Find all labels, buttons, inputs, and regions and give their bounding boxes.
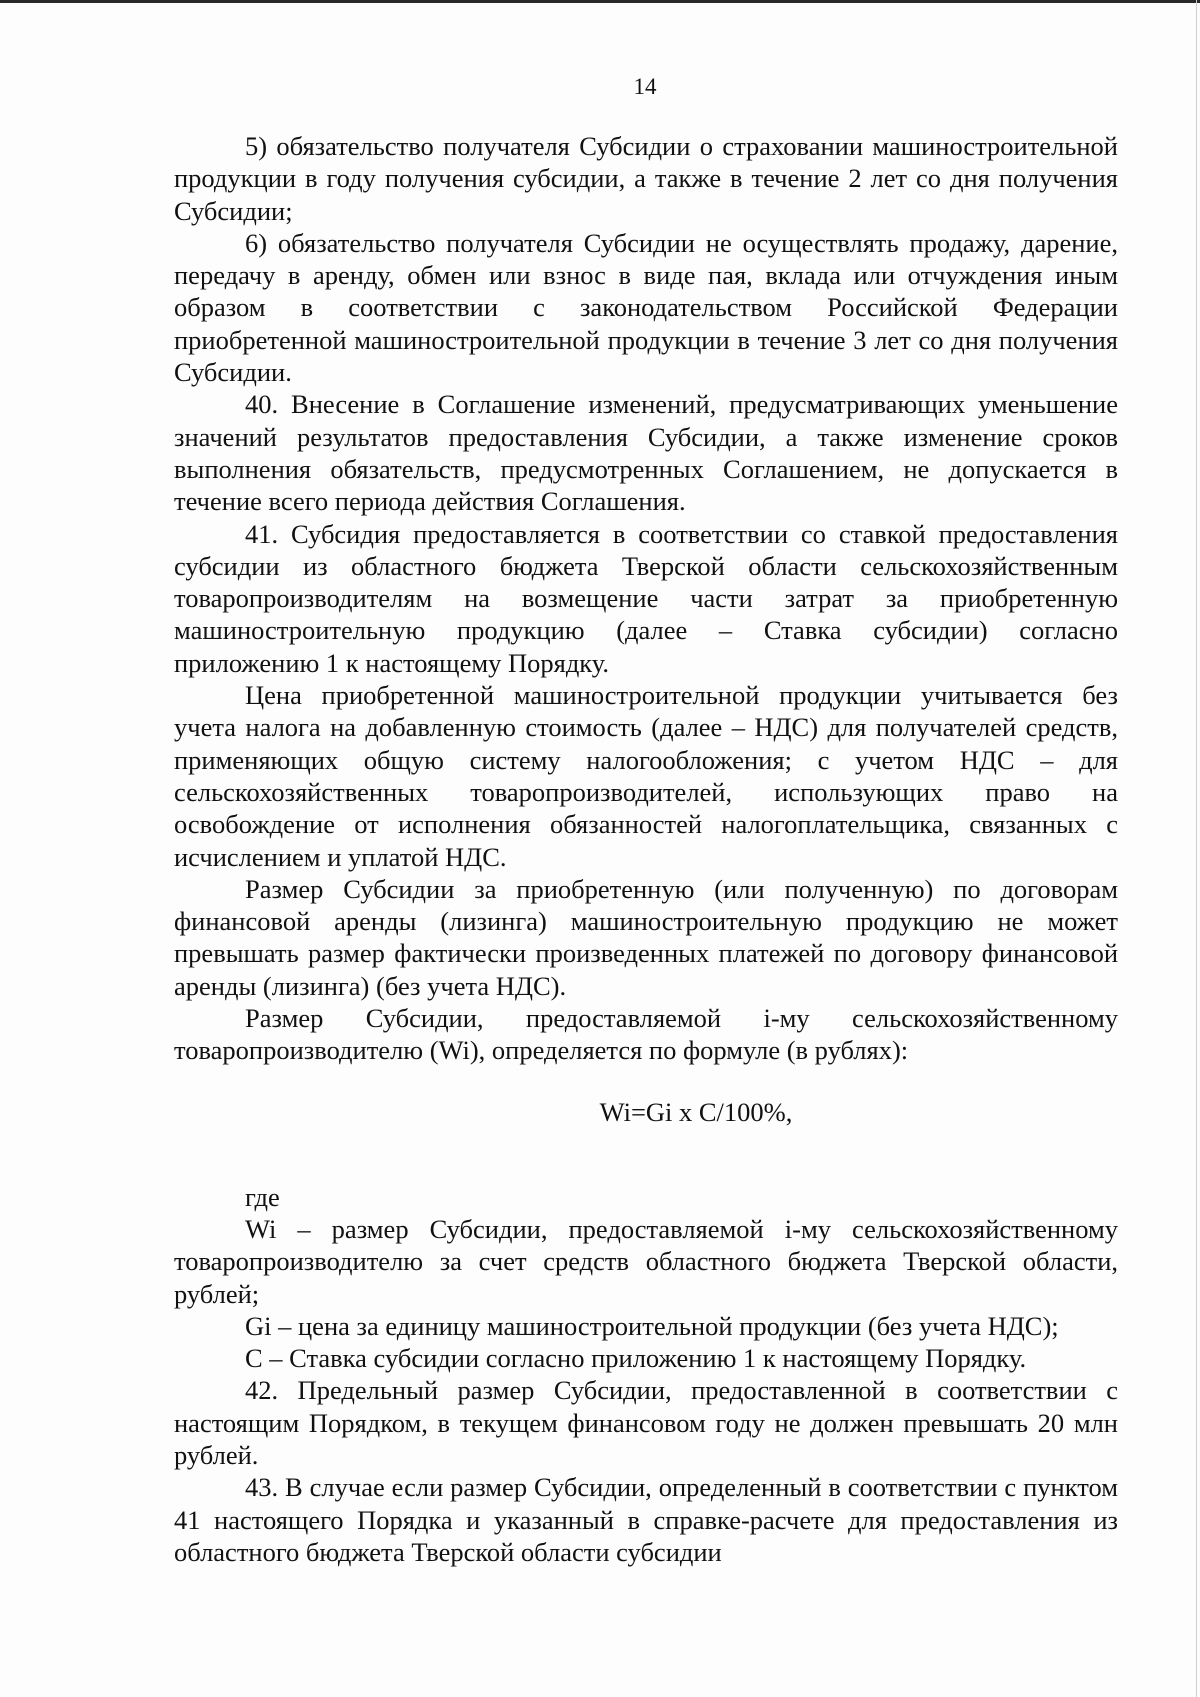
paragraph-item-6: 6) обязательство получателя Субсидии не осуществлять продажу, дарение, передачу в аренду, обмен или взнос в виде пая, вклада или отчуждения иным образом в соответствии с законодательством Российской Федерации приобретенной машиностроительной продукции в течение 3 лет со дня получения Субсидии. [174,227,1118,388]
definition-c: C – Ставка субсидии согласно приложению 1 к настоящему Порядку. [245,1343,1027,1374]
document-body [174,130,1118,1568]
paragraph-clause-42: 42. Предельный размер Субсидии, предоставленной в соответствии с настоящим Порядком, в текущем финансовом году не должен превышать 20 млн рублей. [174,1375,1118,1470]
paragraph-price-vat: Цена приобретенной машиностроительной продукции учитывается без учета налога на добавленную стоимость (далее – НДС) для получателей средств, применяющих общую систему налогообложения; с учетом НДС – для сельскохозяйственных товаропроизводителей, использующих право на освобождение от исполнения обязанностей налогоплательщика, связанных с исчислением и уплатой НДС. [174,680,1118,872]
right-border-line [1196,0,1197,1697]
paragraph-clause-40: 40. Внесение в Соглашение изменений, предусматривающих уменьшение значений результатов предоставления Субсидии, а также изменение сроков выполнения обязательств, предусмотренных Соглашением, не допускается в течение всего периода действия Соглашения. [174,389,1118,517]
top-border-line [0,0,1200,3]
where-label: где [245,1181,280,1212]
definition-gi: Gi – цена за единицу машиностроительной продукции (без учета НДС); [245,1310,1059,1341]
paragraph-leasing-limit: Размер Субсидии за приобретенную (или полученную) по договорам финансовой аренды (лизинга) машиностроительную продукцию не может превышать размер фактически произведенных платежей по договору финансовой аренды (лизинга) (без учета НДС). [174,873,1118,1001]
paragraph-item-5: 5) обязательство получателя Субсидии о страховании машиностроительной продукции в году получения субсидии, а также в течение 2 лет со дня получения Субсидии; [174,131,1118,226]
paragraph-formula-intro: Размер Субсидии, предоставляемой i-му сельскохозяйственному товаропроизводителю (Wi), определяется по формуле (в рублях): [174,1003,1118,1066]
paragraph-clause-43: 43. В случае если размер Субсидии, определенный в соответствии с пунктом 41 настоящего Порядка и указанный в справке-расчете для предоставления из областного бюджета Тверской области субсидии [174,1472,1118,1567]
page-number: 14 [633,74,657,99]
subsidy-formula: Wi=Gi x C/100%, [599,1096,793,1127]
paragraph-clause-41: 41. Субсидия предоставляется в соответствии со ставкой предоставления субсидии из областного бюджета Тверской области сельскохозяйственным товаропроизводителям на возмещение части затрат за приобретенную машиностроительную продукцию (далее – Ставка субсидии) согласно приложению 1 к настоящему Порядку. [174,518,1118,678]
definition-wi: Wi – размер Субсидии, предоставляемой i-му сельскохозяйственному товаропроизводителю за счет средств областного бюджета Тверской области, рублей; [174,1213,1118,1309]
